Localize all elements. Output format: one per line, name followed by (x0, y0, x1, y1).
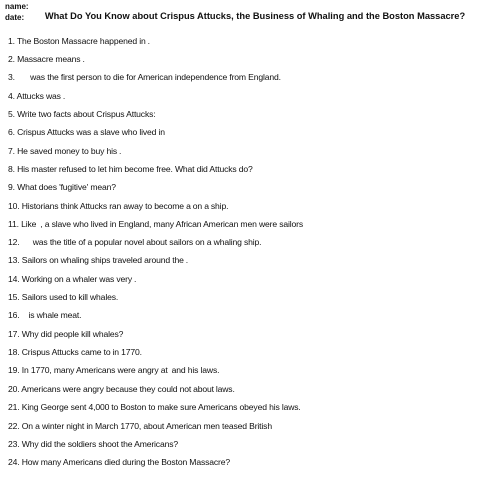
question-row: 24. How many Americans died during the Boston Massacre? (8, 457, 230, 467)
question-row: 3. was the first person to die for American independence from England. (8, 72, 281, 82)
question-row: 1. The Boston Massacre happened in . (8, 36, 150, 46)
question-row: 11. Like , a slave who lived in England, many African American men were sailors (8, 219, 303, 229)
question-row: 22. On a winter night in March 1770, about American men teased British (8, 421, 272, 431)
question-row: 14. Working on a whaler was very . (8, 274, 137, 284)
question-row: 12. was the title of a popular novel about sailors on a whaling ship. (8, 237, 262, 247)
question-row: 23. Why did the soldiers shoot the Americans? (8, 439, 178, 449)
question-row: 21. King George sent 4,000 to Boston to make sure Americans obeyed his laws. (8, 402, 301, 412)
worksheet-title: What Do You Know about Crispus Attucks, the Business of Whaling and the Boston Massacre? (44, 11, 466, 21)
question-row: 15. Sailors used to kill whales. (8, 292, 119, 302)
question-row: 2. Massacre means . (8, 54, 85, 64)
question-row: 5. Write two facts about Crispus Attucks: (8, 109, 156, 119)
question-row: 4. Attucks was . (8, 91, 66, 101)
question-row: 10. Historians think Attucks ran away to become a on a ship. (8, 201, 229, 211)
question-row: 8. His master refused to let him become free. What did Attucks do? (8, 164, 253, 174)
question-row: 13. Sailors on whaling ships traveled around the . (8, 255, 189, 265)
question-row: 6. Crispus Attucks was a slave who lived in (8, 127, 165, 137)
question-row: 16. is whale meat. (8, 310, 82, 320)
date-label: date: (5, 13, 25, 22)
question-row: 18. Crispus Attucks came to in 1770. (8, 347, 142, 357)
question-row: 17. Why did people kill whales? (8, 329, 124, 339)
question-row: 19. In 1770, many Americans were angry at and his laws. (8, 365, 220, 375)
question-row: 20. Americans were angry because they could not about laws. (8, 384, 235, 394)
question-row: 7. He saved money to buy his . (8, 146, 122, 156)
question-row: 9. What does 'fugitive' mean? (8, 182, 116, 192)
name-label: name: (5, 2, 29, 11)
